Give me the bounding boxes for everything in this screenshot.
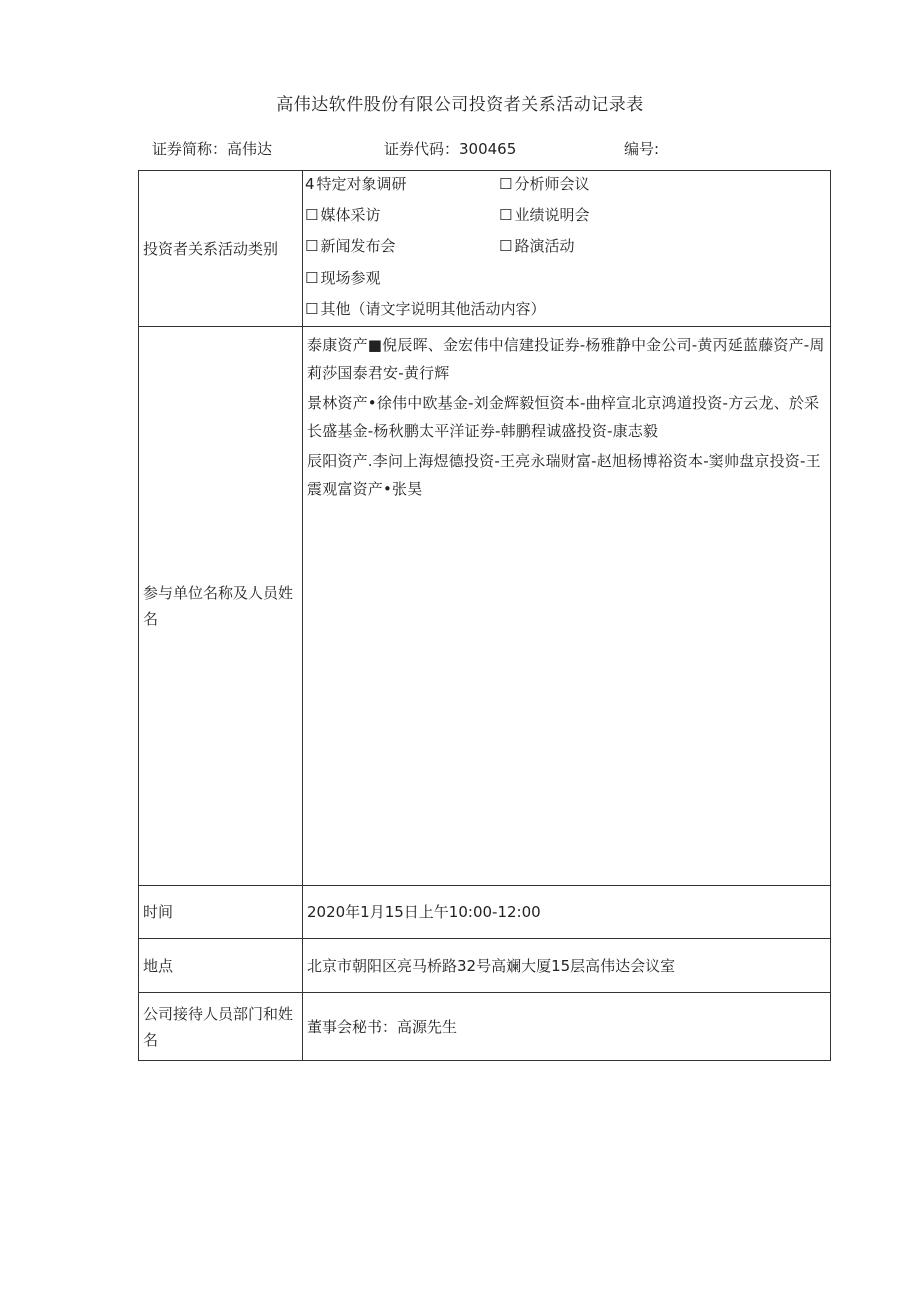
option-roadshow[interactable]: [499, 235, 574, 257]
security-code: 证券代码：300465: [384, 140, 517, 158]
record-number: 编号:: [624, 140, 660, 158]
time-label: 时间: [139, 886, 303, 939]
participants-list: [303, 327, 831, 886]
row-reception: [139, 993, 831, 1061]
option-specific-research[interactable]: [305, 173, 407, 195]
participants-paragraph: 景林资产•徐伟中欧基金-刘金辉毅恒资本-曲梓宣北京鸿道投资-方云龙、於采长盛基金-杨秋鹏太平洋证券-韩鹏程诚盛投资-康志毅: [307, 394, 820, 440]
location-value: 北京市朝阳区亮马桥路32号高斓大厦15层高伟达会议室: [303, 939, 831, 993]
option-label: 媒体采访: [320, 206, 381, 224]
activity-type-options: [305, 171, 830, 325]
option-press-conference[interactable]: [305, 235, 395, 257]
document-title: 高伟达软件股份有限公司投资者关系活动记录表: [276, 95, 644, 115]
time-value: 2020年1月15日上午10:00-12:00: [303, 886, 831, 939]
checkbox-icon: ☐: [499, 237, 513, 255]
record-table: [138, 170, 831, 1061]
option-label: 业绩说明会: [514, 206, 590, 224]
row-activity-type: [139, 171, 831, 327]
meta-row: [0, 138, 920, 160]
option-earnings-briefing[interactable]: [499, 204, 589, 226]
reception-value: 董事会秘书：高源先生: [303, 993, 831, 1061]
option-analyst-meeting[interactable]: [499, 173, 589, 195]
option-label: 现场参观: [320, 269, 381, 287]
checkbox-icon: ☐: [499, 206, 513, 224]
location-label: 地点: [139, 939, 303, 993]
activity-type-label: 投资者关系活动类别: [139, 171, 303, 327]
row-location: [139, 939, 831, 993]
option-label: 路演活动: [514, 237, 575, 255]
participants-paragraph: 泰康资产■倪辰晖、金宏伟中信建投证券-杨雅静中金公司-黄丙延蓝藤资产-周莉莎国泰君安-黄行辉: [307, 336, 825, 382]
row-time: [139, 886, 831, 939]
option-label: 其他（请文字说明其他活动内容）: [320, 300, 546, 318]
option-media-interview[interactable]: [305, 204, 380, 226]
participants-paragraph: 辰阳资产.李问上海煜德投资-王亮永瑞财富-赵旭杨博裕资本-窦帅盘京投资-王震观富资产•张昊: [307, 452, 821, 498]
option-label: 特定对象调研: [316, 175, 407, 193]
reception-label: 公司接待人员部门和姓名: [139, 993, 303, 1061]
checkbox-icon: ☐: [499, 175, 513, 193]
checkbox-icon: ☐: [305, 237, 319, 255]
option-other[interactable]: [305, 298, 545, 320]
checkbox-icon: ☐: [305, 300, 319, 318]
checkbox-icon: ☐: [305, 206, 319, 224]
security-short-name: 证券简称：高伟达: [152, 140, 273, 158]
option-site-visit[interactable]: [305, 267, 380, 289]
option-label: 新闻发布会: [320, 237, 396, 255]
option-label: 分析师会议: [514, 175, 590, 193]
participants-label: 参与单位名称及人员姓名: [139, 327, 303, 886]
row-participants: [139, 327, 831, 886]
checkbox-checked-icon: 4: [305, 175, 315, 193]
checkbox-icon: ☐: [305, 269, 319, 287]
